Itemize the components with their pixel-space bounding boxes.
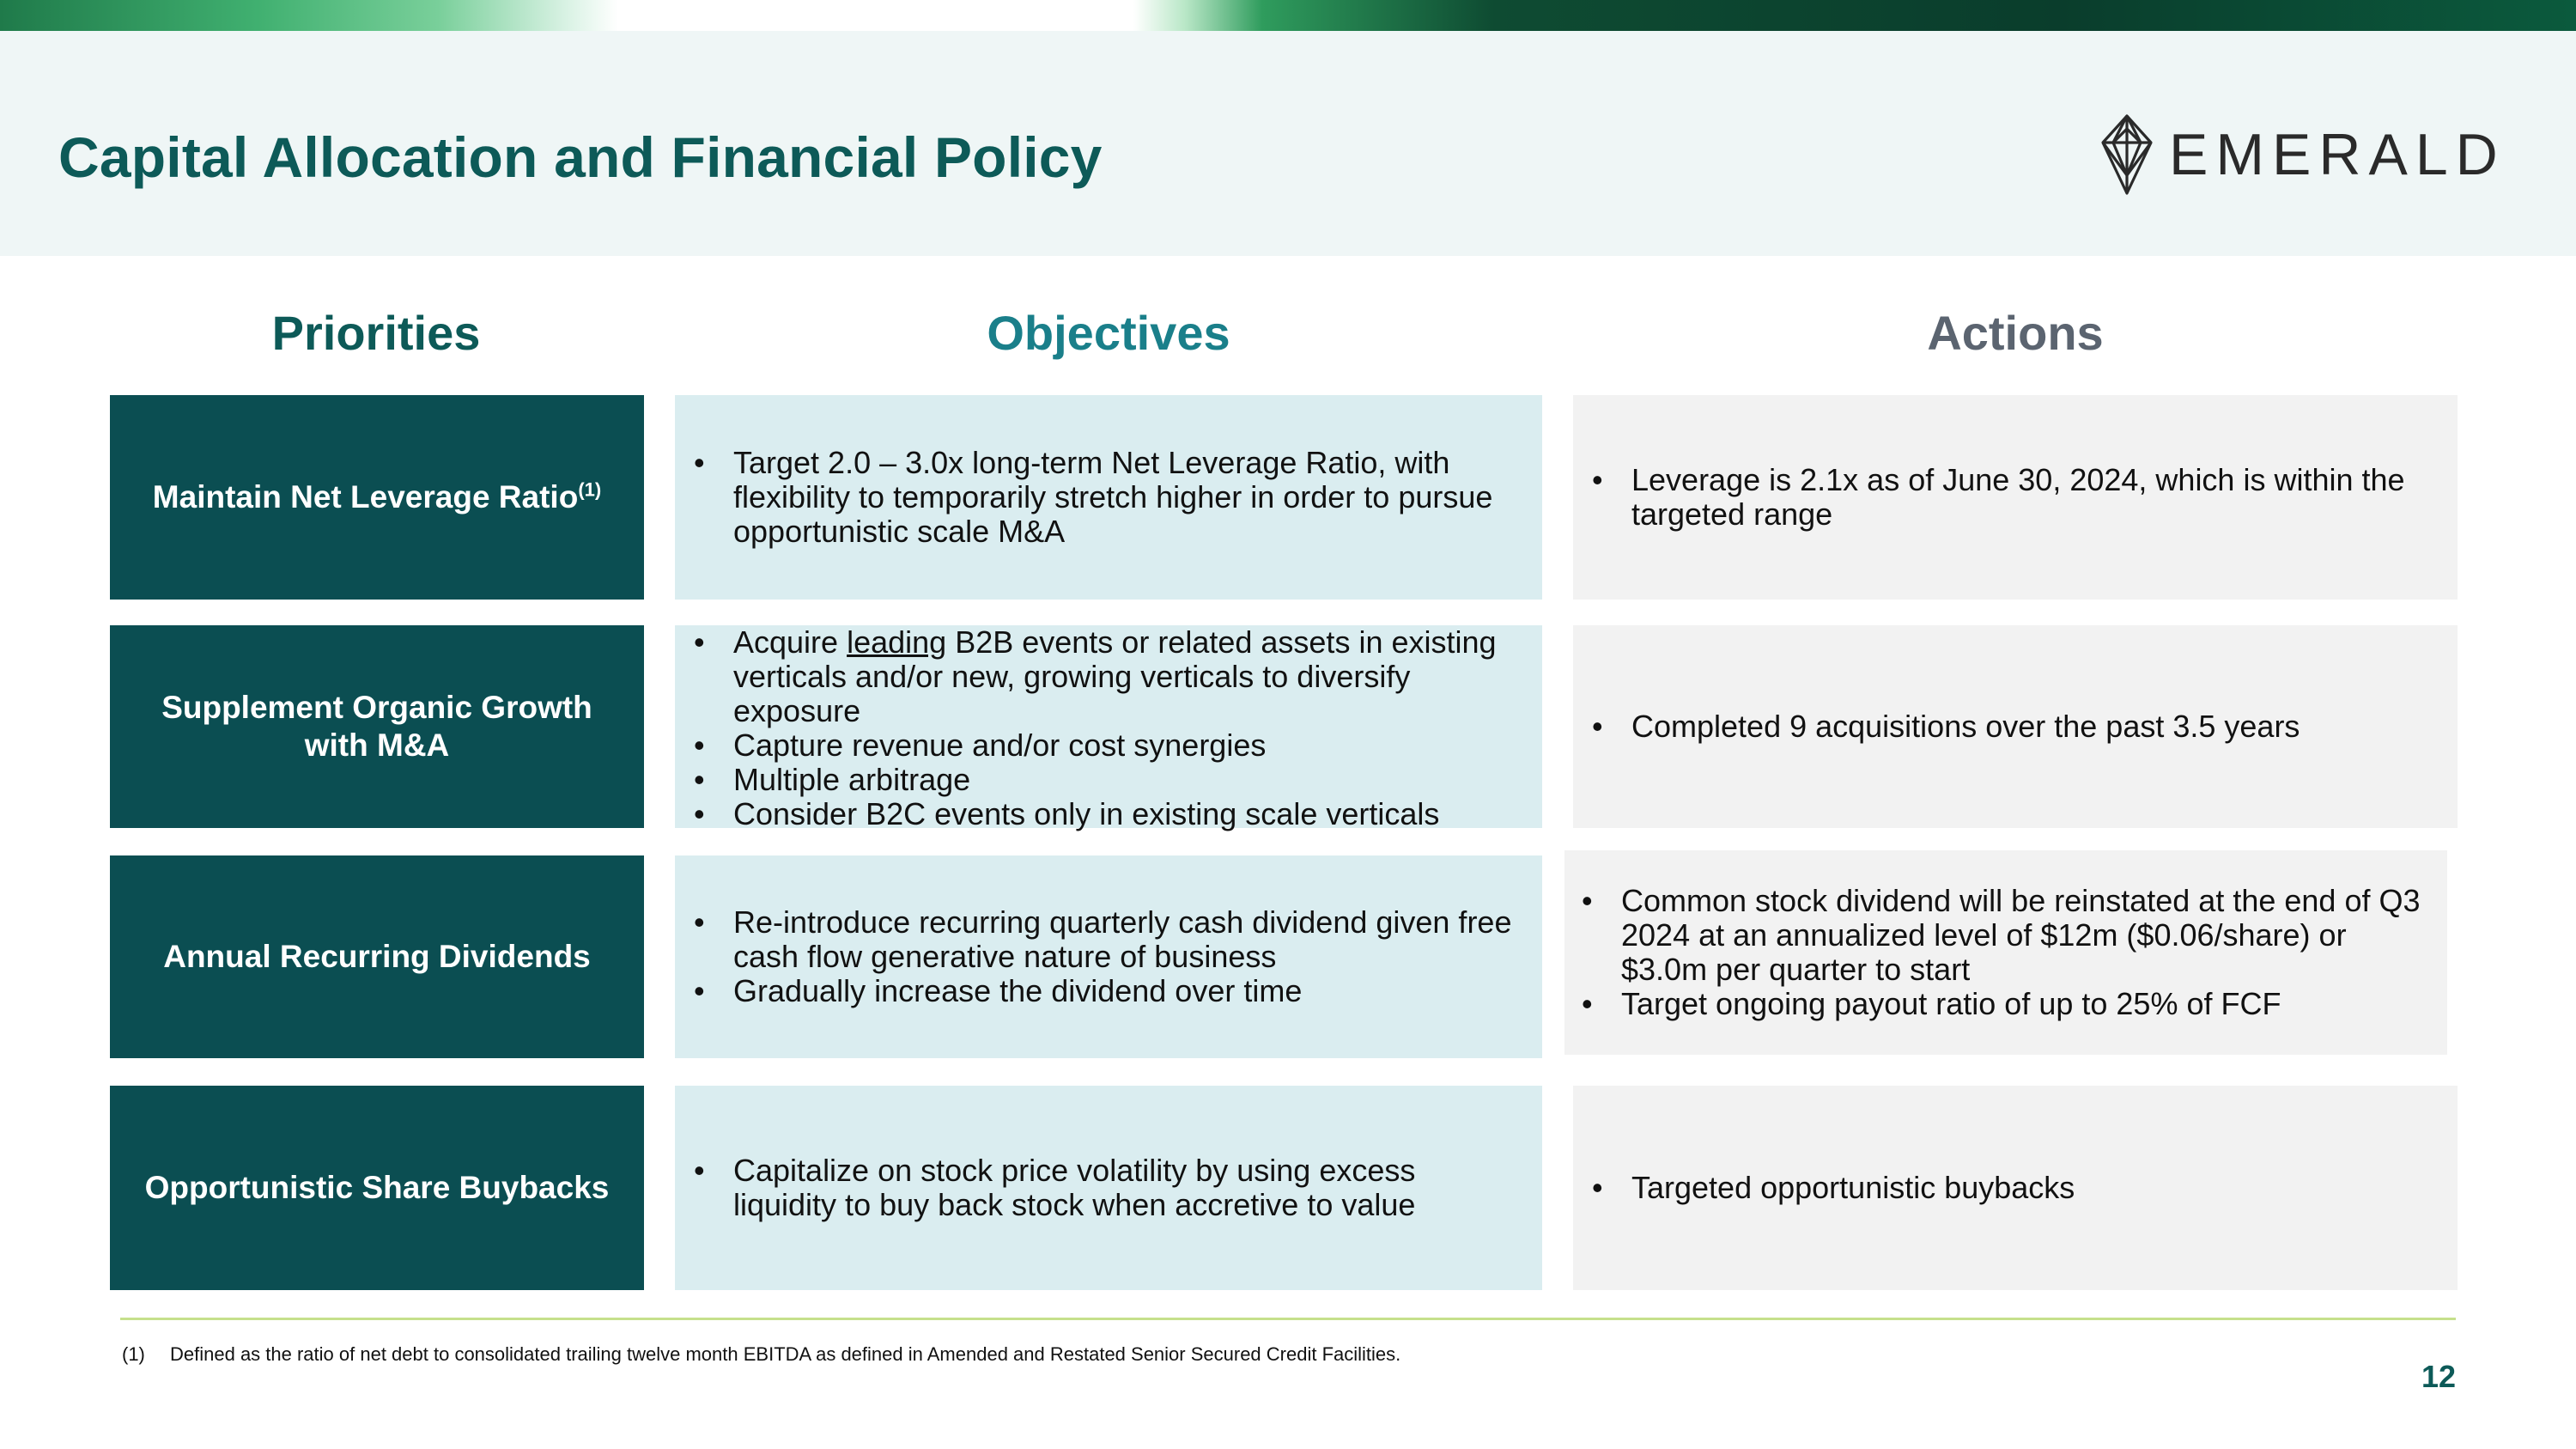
column-header-objectives: Objectives — [987, 306, 1230, 360]
page-title: Capital Allocation and Financial Policy — [58, 125, 1103, 189]
action-item: • Completed 9 acquisitions over the past 3.5 years — [1592, 709, 2300, 744]
priority-label: Maintain Net Leverage Ratio$^{(1)}$ — [152, 478, 602, 514]
action-cell-share-buybacks — [1573, 1086, 2458, 1290]
priority-cell-dividends — [110, 855, 644, 1058]
column-header-priorities: Priorities — [271, 306, 481, 360]
priority-cell-share-buybacks — [110, 1086, 644, 1290]
action-list — [1592, 709, 2300, 744]
action-item: • Target ongoing payout ratio of up to 25% of FCF — [1582, 987, 2430, 1021]
company-logo — [2100, 112, 2506, 198]
priority-label: Supplement Organic Growth with M&A — [161, 689, 592, 763]
logo-wordmark: EMERALD — [2169, 122, 2506, 187]
underlined-word: leading — [847, 624, 947, 660]
action-cell-net-leverage — [1573, 395, 2458, 600]
footer-divider — [120, 1318, 2456, 1320]
action-item: • Leverage is 2.1x as of June 30, 2024, which is within the targeted range — [1592, 463, 2440, 532]
objective-item: • Gradually increase the dividend over time — [694, 974, 1525, 1008]
action-cell-dividends — [1564, 850, 2447, 1055]
priority-label: Annual Recurring Dividends — [163, 938, 591, 974]
objective-item: • Acquire leading B2B events or related assets in existing verticals and/or new, growing verticals to diversify exposure — [694, 625, 1525, 728]
footnote-text: Defined as the ratio of net debt to consolidated trailing twelve month EBITDA as defined in Amended and Restated Senior Secured Credit Facilities. — [170, 1343, 1401, 1365]
top-gradient-band — [0, 0, 2576, 31]
objective-item: • Consider B2C events only in existing scale verticals — [694, 797, 1525, 831]
objective-cell-organic-growth — [675, 624, 1542, 831]
objective-list — [694, 446, 1525, 549]
action-list — [1592, 463, 2440, 532]
action-list — [1592, 1171, 2075, 1205]
objective-item: • Multiple arbitrage — [694, 763, 1525, 797]
objective-list — [694, 905, 1525, 1008]
objective-cell-dividends — [675, 855, 1542, 1058]
action-cell-organic-growth — [1573, 625, 2458, 828]
action-list — [1582, 884, 2430, 1021]
objective-list — [694, 1154, 1525, 1222]
footnote-reference: (1) — [578, 478, 602, 501]
objective-list — [694, 625, 1525, 831]
objective-item: • Capture revenue and/or cost synergies — [694, 728, 1525, 763]
action-item: • Common stock dividend will be reinstated at the end of Q3 2024 at an annualized level of $12m ($0.06/share) or $3.0m per quarter to start — [1582, 884, 2430, 987]
emerald-gem-icon — [2100, 113, 2154, 196]
objective-cell-net-leverage — [675, 395, 1542, 600]
priority-cell-net-leverage — [110, 395, 644, 600]
footnote-marker: (1) — [122, 1343, 145, 1365]
column-header-actions: Actions — [1927, 306, 2104, 360]
priority-cell-organic-growth — [110, 625, 644, 828]
objective-item: • Target 2.0 – 3.0x long-term Net Leverage Ratio, with flexibility to temporarily stretch higher in order to pursue opportunistic scale M&A — [694, 446, 1525, 549]
priority-label: Opportunistic Share Buybacks — [144, 1169, 610, 1205]
action-item: • Targeted opportunistic buybacks — [1592, 1171, 2075, 1205]
objective-cell-share-buybacks — [675, 1086, 1542, 1290]
footnote — [122, 1343, 1400, 1366]
objective-item: • Re-introduce recurring quarterly cash dividend given free cash flow generative nature of business — [694, 905, 1525, 974]
objective-item: • Capitalize on stock price volatility by using excess liquidity to buy back stock when accretive to value — [694, 1154, 1525, 1222]
page-number: 12 — [2421, 1359, 2456, 1394]
